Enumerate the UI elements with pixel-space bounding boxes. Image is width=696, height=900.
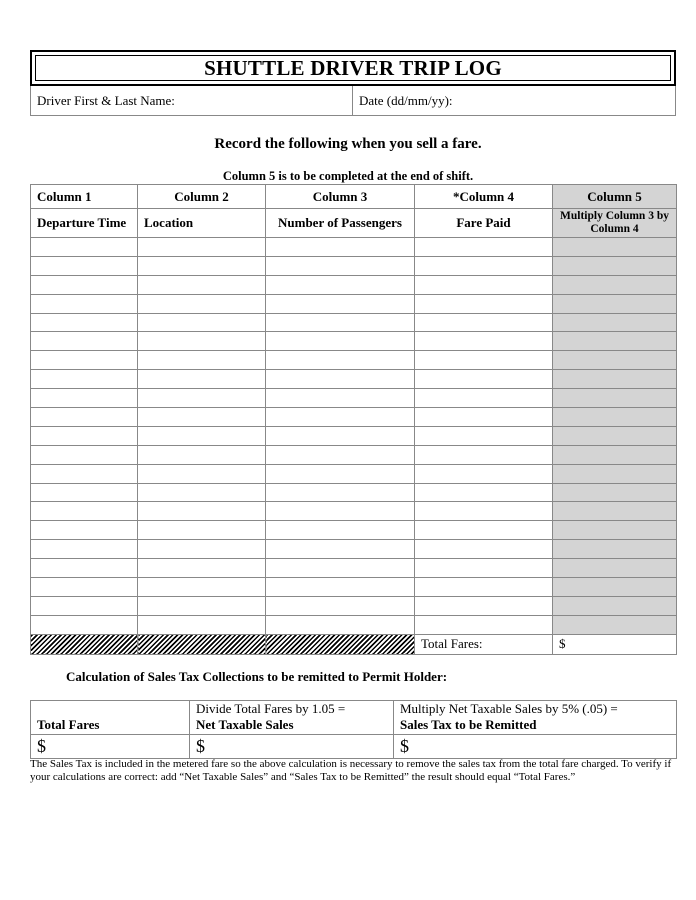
fare-paid-cell[interactable] xyxy=(415,596,553,615)
calculation-heading: Calculation of Sales Tax Collections to be remitted to Permit Holder: xyxy=(66,669,448,684)
passengers-cell[interactable] xyxy=(266,275,415,294)
location-cell[interactable] xyxy=(138,464,266,483)
log-row xyxy=(31,521,677,540)
multiply-cell[interactable] xyxy=(553,294,677,313)
fare-paid-cell[interactable] xyxy=(415,483,553,502)
passengers-cell[interactable] xyxy=(266,351,415,370)
log-row xyxy=(31,615,677,634)
multiply-cell[interactable] xyxy=(553,559,677,578)
log-row xyxy=(31,294,677,313)
sales-tax-label: Sales Tax to be Remitted xyxy=(400,717,537,732)
log-row xyxy=(31,256,677,275)
log-row xyxy=(31,578,677,597)
location-cell[interactable] xyxy=(138,445,266,464)
passengers-header: Number of Passengers xyxy=(266,209,415,238)
passengers-cell[interactable] xyxy=(266,238,415,257)
departure-time-cell[interactable] xyxy=(31,540,138,559)
location-cell[interactable] xyxy=(138,559,266,578)
departure-time-cell[interactable] xyxy=(31,275,138,294)
fare-paid-cell[interactable] xyxy=(415,275,553,294)
departure-time-cell[interactable] xyxy=(31,578,138,597)
log-row xyxy=(31,313,677,332)
fare-paid-cell[interactable] xyxy=(415,408,553,427)
fare-paid-cell[interactable] xyxy=(415,313,553,332)
passengers-cell[interactable] xyxy=(266,332,415,351)
location-cell[interactable] xyxy=(138,370,266,389)
location-cell[interactable] xyxy=(138,521,266,540)
log-row xyxy=(31,389,677,408)
fare-paid-cell[interactable] xyxy=(415,389,553,408)
log-row xyxy=(31,464,677,483)
fare-paid-cell[interactable] xyxy=(415,238,553,257)
fare-paid-cell[interactable] xyxy=(415,464,553,483)
log-row xyxy=(31,370,677,389)
location-cell[interactable] xyxy=(138,578,266,597)
log-row xyxy=(31,483,677,502)
location-cell[interactable] xyxy=(138,389,266,408)
multiply-cell[interactable] xyxy=(553,540,677,559)
multiply-cell[interactable] xyxy=(553,313,677,332)
departure-time-cell[interactable] xyxy=(31,426,138,445)
fare-paid-cell[interactable] xyxy=(415,521,553,540)
multiply-cell[interactable] xyxy=(553,596,677,615)
driver-info-row xyxy=(30,86,676,116)
column-number-row xyxy=(31,185,677,209)
date-label: Date (dd/mm/yy): xyxy=(359,92,453,108)
departure-time-cell[interactable] xyxy=(31,483,138,502)
sales-tax-table xyxy=(30,700,677,759)
passengers-cell[interactable] xyxy=(266,521,415,540)
departure-time-cell[interactable] xyxy=(31,332,138,351)
column-3-header: Column 3 xyxy=(266,185,415,209)
date-field[interactable] xyxy=(353,86,675,115)
location-cell[interactable] xyxy=(138,275,266,294)
multiply-cell[interactable] xyxy=(553,615,677,634)
total-fares-row xyxy=(31,634,677,654)
title-inner-frame xyxy=(35,55,671,81)
column-5-header: Column 5 xyxy=(553,185,677,209)
departure-time-cell[interactable] xyxy=(31,502,138,521)
total-fares-input[interactable]: $ xyxy=(31,735,190,759)
hatched-cell xyxy=(266,634,415,654)
departure-time-cell[interactable] xyxy=(31,389,138,408)
fare-paid-cell[interactable] xyxy=(415,426,553,445)
passengers-cell[interactable] xyxy=(266,426,415,445)
driver-name-field[interactable] xyxy=(31,86,353,115)
departure-time-cell[interactable] xyxy=(31,559,138,578)
log-row xyxy=(31,351,677,370)
fare-paid-cell[interactable] xyxy=(415,445,553,464)
total-fares-header-line2: Total Fares xyxy=(37,717,100,732)
column-2-header: Column 2 xyxy=(138,185,266,209)
fare-paid-cell[interactable] xyxy=(415,540,553,559)
passengers-cell[interactable] xyxy=(266,483,415,502)
location-cell[interactable] xyxy=(138,408,266,427)
location-cell[interactable] xyxy=(138,502,266,521)
departure-time-cell[interactable] xyxy=(31,408,138,427)
location-cell[interactable] xyxy=(138,238,266,257)
multiply-header: Multiply Column 3 by Column 4 xyxy=(553,209,677,238)
instruction-heading: Record the following when you sell a fare. xyxy=(214,136,482,152)
fare-paid-cell[interactable] xyxy=(415,256,553,275)
passengers-cell[interactable] xyxy=(266,502,415,521)
instruction-subheading: Column 5 is to be completed at the end of shift. xyxy=(222,169,474,183)
multiply-cell[interactable] xyxy=(553,426,677,445)
multiply-cell[interactable] xyxy=(553,351,677,370)
location-cell[interactable] xyxy=(138,351,266,370)
departure-time-cell[interactable] xyxy=(31,238,138,257)
fare-paid-cell[interactable] xyxy=(415,615,553,634)
sales-tax-header xyxy=(394,701,677,735)
departure-time-cell[interactable] xyxy=(31,615,138,634)
passengers-cell[interactable] xyxy=(266,615,415,634)
hatched-cell xyxy=(31,634,138,654)
sales-tax-input[interactable]: $ xyxy=(394,735,677,759)
passengers-cell[interactable] xyxy=(266,445,415,464)
net-taxable-header xyxy=(190,701,394,735)
sales-tax-instruction: Multiply Net Taxable Sales by 5% (.05) = xyxy=(400,701,618,716)
multiply-cell[interactable] xyxy=(553,389,677,408)
location-header: Location xyxy=(138,209,266,238)
departure-time-cell[interactable] xyxy=(31,256,138,275)
passengers-cell[interactable] xyxy=(266,559,415,578)
log-row xyxy=(31,426,677,445)
location-cell[interactable] xyxy=(138,294,266,313)
total-fares-header xyxy=(31,701,190,735)
log-row xyxy=(31,540,677,559)
hatched-cell xyxy=(138,634,266,654)
sales-tax-note: The Sales Tax is included in the metered fare so the above calculation is necessary to remove the sales tax from the total fare charged. To verify if your calculations are correct: add “Net Taxable Sales” and “Sales Tax to be Remitted” the result should equal “Total Fares.” xyxy=(30,758,672,783)
column-1-header: Column 1 xyxy=(31,185,138,209)
departure-time-cell[interactable] xyxy=(31,294,138,313)
log-row xyxy=(31,332,677,351)
multiply-cell[interactable] xyxy=(553,483,677,502)
fare-paid-cell[interactable] xyxy=(415,578,553,597)
fare-paid-cell[interactable] xyxy=(415,294,553,313)
location-cell[interactable] xyxy=(138,540,266,559)
log-row xyxy=(31,445,677,464)
departure-time-cell[interactable] xyxy=(31,351,138,370)
fare-paid-cell[interactable] xyxy=(415,559,553,578)
log-row xyxy=(31,408,677,427)
column-4-header: *Column 4 xyxy=(415,185,553,209)
fare-paid-header: Fare Paid xyxy=(415,209,553,238)
location-cell[interactable] xyxy=(138,313,266,332)
driver-name-label: Driver First & Last Name: xyxy=(37,92,175,108)
log-row xyxy=(31,596,677,615)
multiply-cell[interactable] xyxy=(553,445,677,464)
passengers-cell[interactable] xyxy=(266,596,415,615)
multiply-cell[interactable] xyxy=(553,275,677,294)
title-box xyxy=(30,50,676,86)
location-cell[interactable] xyxy=(138,615,266,634)
multiply-cell[interactable] xyxy=(553,408,677,427)
total-fares-value[interactable]: $ xyxy=(553,634,677,654)
passengers-cell[interactable] xyxy=(266,540,415,559)
fare-paid-cell[interactable] xyxy=(415,370,553,389)
log-row xyxy=(31,238,677,257)
total-fares-label: Total Fares: xyxy=(415,634,553,654)
departure-time-cell[interactable] xyxy=(31,313,138,332)
passengers-cell[interactable] xyxy=(266,294,415,313)
multiply-cell[interactable] xyxy=(553,578,677,597)
passengers-cell[interactable] xyxy=(266,313,415,332)
passengers-cell[interactable] xyxy=(266,370,415,389)
fare-paid-cell[interactable] xyxy=(415,332,553,351)
location-cell[interactable] xyxy=(138,332,266,351)
multiply-cell[interactable] xyxy=(553,332,677,351)
page-title: SHUTTLE DRIVER TRIP LOG xyxy=(204,55,502,80)
departure-time-header: Departure Time xyxy=(31,209,138,238)
multiply-cell[interactable] xyxy=(553,238,677,257)
calc-header-row xyxy=(31,701,677,735)
trip-log-table xyxy=(30,184,677,655)
departure-time-cell[interactable] xyxy=(31,445,138,464)
multiply-cell[interactable] xyxy=(553,256,677,275)
departure-time-cell[interactable] xyxy=(31,370,138,389)
location-cell[interactable] xyxy=(138,426,266,445)
passengers-cell[interactable] xyxy=(266,578,415,597)
location-cell[interactable] xyxy=(138,596,266,615)
passengers-cell[interactable] xyxy=(266,256,415,275)
passengers-cell[interactable] xyxy=(266,389,415,408)
net-taxable-label: Net Taxable Sales xyxy=(196,717,294,732)
fare-paid-cell[interactable] xyxy=(415,351,553,370)
location-cell[interactable] xyxy=(138,256,266,275)
departure-time-cell[interactable] xyxy=(31,521,138,540)
multiply-cell[interactable] xyxy=(553,370,677,389)
log-row xyxy=(31,502,677,521)
calc-value-row xyxy=(31,735,677,759)
net-taxable-instruction: Divide Total Fares by 1.05 = xyxy=(196,701,346,716)
column-name-row xyxy=(31,209,677,238)
departure-time-cell[interactable] xyxy=(31,596,138,615)
log-row xyxy=(31,559,677,578)
passengers-cell[interactable] xyxy=(266,408,415,427)
log-row xyxy=(31,275,677,294)
multiply-cell[interactable] xyxy=(553,521,677,540)
multiply-cell[interactable] xyxy=(553,502,677,521)
location-cell[interactable] xyxy=(138,483,266,502)
net-taxable-input[interactable]: $ xyxy=(190,735,394,759)
passengers-cell[interactable] xyxy=(266,464,415,483)
fare-paid-cell[interactable] xyxy=(415,502,553,521)
departure-time-cell[interactable] xyxy=(31,464,138,483)
multiply-cell[interactable] xyxy=(553,464,677,483)
